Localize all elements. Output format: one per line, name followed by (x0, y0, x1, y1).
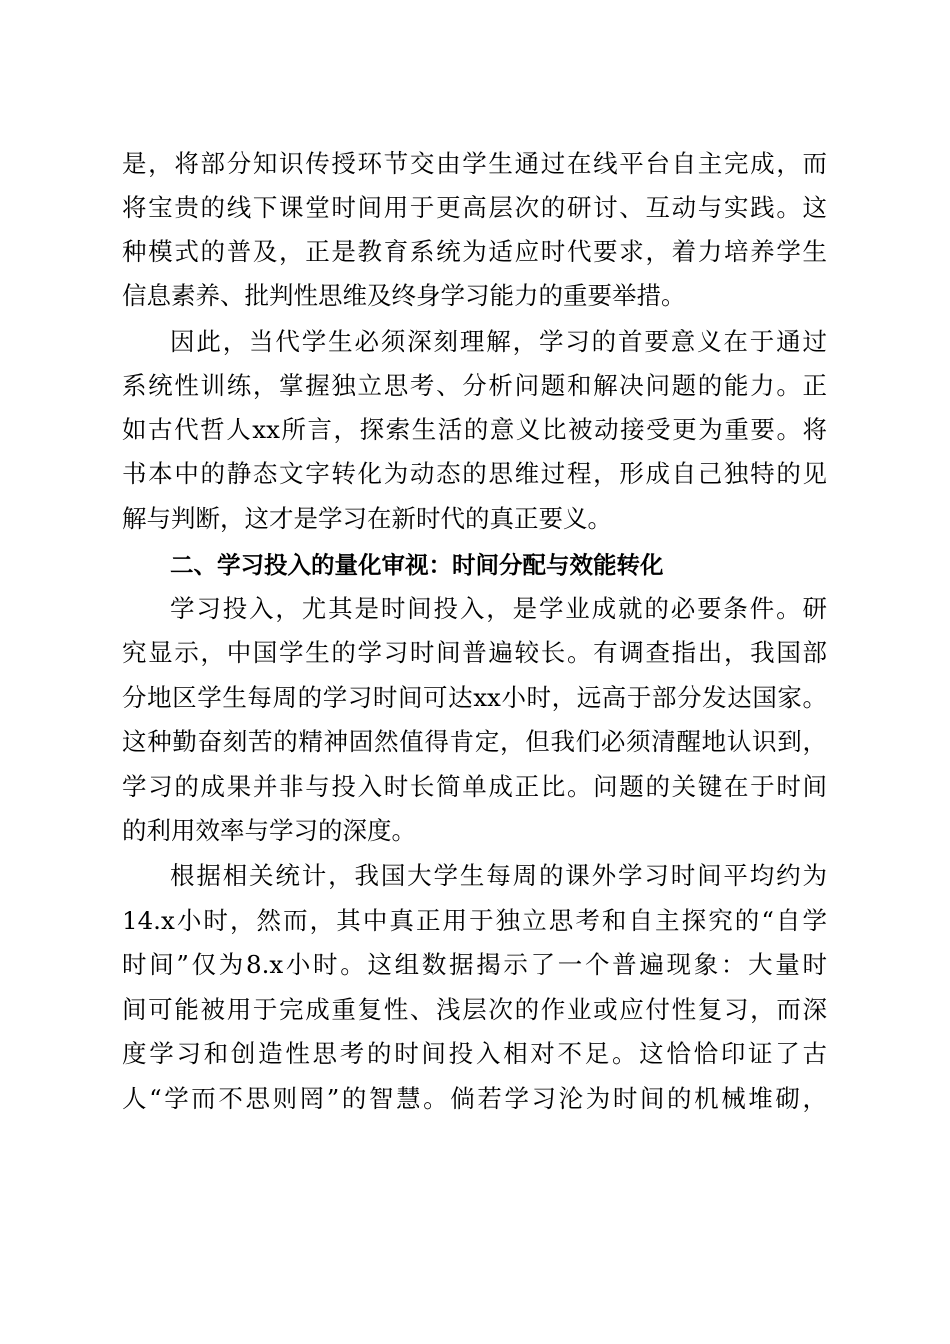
paragraph-2-line-4: 书本中的静态文字转化为动态的思维过程，形成自己独特的见 (122, 459, 827, 488)
paragraph-4-line-1: 根据相关统计，我国大学生每周的课外学习时间平均约为 (170, 861, 827, 890)
paragraph-4-line-6: 人“学而不思则罔”的智慧。倘若学习沦为时间的机械堆砌， (122, 1084, 827, 1113)
paragraph-1-line-2: 将宝贵的线下课堂时间用于更高层次的研讨、互动与实践。这 (122, 193, 827, 222)
paragraph-3-line-1: 学习投入，尤其是时间投入，是学业成就的必要条件。研 (170, 594, 827, 623)
paragraph-3-line-4: 这种勤奋刻苦的精神固然值得肯定，但我们必须清醒地认识到， (122, 727, 827, 756)
paragraph-2-line-5: 解与判断，这才是学习在新时代的真正要义。 (122, 504, 612, 533)
paragraph-1-line-4: 信息素养、批判性思维及终身学习能力的重要举措。 (122, 281, 686, 310)
paragraph-3-line-3: 分地区学生每周的学习时间可达xx小时，远高于部分发达国家。 (122, 683, 827, 712)
paragraph-4-line-4: 间可能被用于完成重复性、浅层次的作业或应付性复习，而深 (122, 995, 827, 1024)
paragraph-2-line-3: 如古代哲人xx所言，探索生活的意义比被动接受更为重要。将 (122, 415, 827, 444)
paragraph-1-line-3: 种模式的普及，正是教育系统为适应时代要求，着力培养学生 (122, 237, 827, 266)
paragraph-3-line-5: 学习的成果并非与投入时长简单成正比。问题的关键在于时间 (122, 772, 827, 801)
paragraph-2-line-2: 系统性训练，掌握独立思考、分析问题和解决问题的能力。正 (122, 371, 827, 400)
paragraph-2-line-1: 因此，当代学生必须深刻理解，学习的首要意义在于通过 (170, 327, 827, 356)
paragraph-4-line-2: 14.x小时，然而，其中真正用于独立思考和自主探究的“自学 (122, 906, 827, 935)
paragraph-3-line-2: 究显示，中国学生的学习时间普遍较长。有调查指出，我国部 (122, 638, 827, 667)
section-heading: 二、学习投入的量化审视：时间分配与效能转化 (170, 551, 664, 579)
paragraph-4-line-3: 时间”仅为8.x小时。这组数据揭示了一个普遍现象：大量时 (122, 950, 827, 979)
paragraph-1-line-1: 是，将部分知识传授环节交由学生通过在线平台自主完成，而 (122, 149, 827, 178)
paragraph-3-line-6: 的利用效率与学习的深度。 (122, 816, 416, 845)
paragraph-4-line-5: 度学习和创造性思考的时间投入相对不足。这恰恰印证了古 (122, 1039, 827, 1068)
